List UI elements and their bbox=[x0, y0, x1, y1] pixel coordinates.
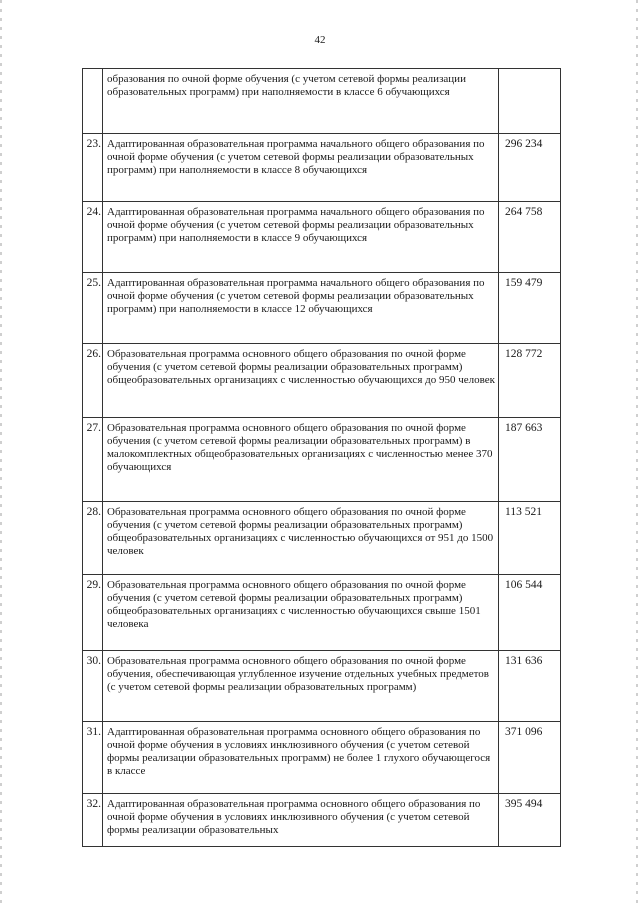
row-number: 31. bbox=[83, 722, 103, 794]
program-description: Адаптированная образовательная программа начального общего образования по очной форме обучения (с учетом сетевой формы реализации образовательных программ) при наполняемости в классе 9 обучающихся bbox=[103, 202, 499, 273]
row-number: 26. bbox=[83, 344, 103, 418]
program-description: Адаптированная образовательная программа основного общего образования по очной форме обучения в условиях инклюзивного обучения (с учетом сетевой формы реализации образовательных bbox=[103, 794, 499, 847]
cost-value: 106 544 bbox=[499, 575, 561, 651]
row-number: 30. bbox=[83, 651, 103, 722]
row-number: 25. bbox=[83, 273, 103, 344]
table-row bbox=[83, 202, 561, 273]
cost-value: 113 521 bbox=[499, 502, 561, 575]
cost-value: 371 096 bbox=[499, 722, 561, 794]
table-row bbox=[83, 418, 561, 502]
program-description: Образовательная программа основного общего образования по очной форме обучения (с учетом сетевой формы реализации образовательных программ) общеобразовательных организациях с численностью обучающихся до 950 человек bbox=[103, 344, 499, 418]
table-row bbox=[83, 651, 561, 722]
table-row bbox=[83, 502, 561, 575]
row-number: 32. bbox=[83, 794, 103, 847]
row-number: 27. bbox=[83, 418, 103, 502]
tariff-table bbox=[82, 68, 561, 847]
table-row bbox=[83, 273, 561, 344]
table-row bbox=[83, 344, 561, 418]
cost-value: 131 636 bbox=[499, 651, 561, 722]
row-number: 29. bbox=[83, 575, 103, 651]
cost-value: 159 479 bbox=[499, 273, 561, 344]
cost-value: 187 663 bbox=[499, 418, 561, 502]
cost-value: 264 758 bbox=[499, 202, 561, 273]
cost-value bbox=[499, 69, 561, 134]
scan-edge-right bbox=[636, 0, 638, 905]
page-number: 42 bbox=[314, 34, 326, 46]
program-description: образования по очной форме обучения (с учетом сетевой формы реализации образовательных программ) при наполняемости в классе 6 обучающихся bbox=[103, 69, 499, 134]
program-description: Образовательная программа основного общего образования по очной форме обучения (с учетом сетевой формы реализации образовательных программ) общеобразовательных организациях с численностью обучающихся от 951 до 1500 человек bbox=[103, 502, 499, 575]
program-description: Образовательная программа основного общего образования по очной форме обучения (с учетом сетевой формы реализации образовательных программ) общеобразовательных организациях с численностью обучающихся свыше 1501 человека bbox=[103, 575, 499, 651]
program-description: Образовательная программа основного общего образования по очной форме обучения, обеспечивающая углубленное изучение отдельных учебных предметов (с учетом сетевой формы реализации образовательных программ) bbox=[103, 651, 499, 722]
table-row bbox=[83, 794, 561, 847]
row-number: 28. bbox=[83, 502, 103, 575]
table-row bbox=[83, 722, 561, 794]
table-row bbox=[83, 575, 561, 651]
scan-edge-left bbox=[0, 0, 2, 905]
cost-value: 296 234 bbox=[499, 134, 561, 202]
program-description: Образовательная программа основного общего образования по очной форме обучения (с учетом сетевой формы реализации образовательных программ) в малокомплектных общеобразовательных организациях с численностью менее 370 обучающихся bbox=[103, 418, 499, 502]
row-number: 24. bbox=[83, 202, 103, 273]
program-description: Адаптированная образовательная программа основного общего образования по очной форме обучения в условиях инклюзивного обучения (с учетом сетевой формы реализации образовательных программ) не более 1 глухого обучающегося в классе bbox=[103, 722, 499, 794]
program-description: Адаптированная образовательная программа начального общего образования по очной форме обучения (с учетом сетевой формы реализации образовательных программ) при наполняемости в классе 12 обучающихся bbox=[103, 273, 499, 344]
cost-value: 128 772 bbox=[499, 344, 561, 418]
table-row bbox=[83, 69, 561, 134]
row-number: 23. bbox=[83, 134, 103, 202]
cost-value: 395 494 bbox=[499, 794, 561, 847]
table-row bbox=[83, 134, 561, 202]
program-description: Адаптированная образовательная программа начального общего образования по очной форме обучения (с учетом сетевой формы реализации образовательных программ) при наполняемости в классе 8 обучающихся bbox=[103, 134, 499, 202]
row-number bbox=[83, 69, 103, 134]
